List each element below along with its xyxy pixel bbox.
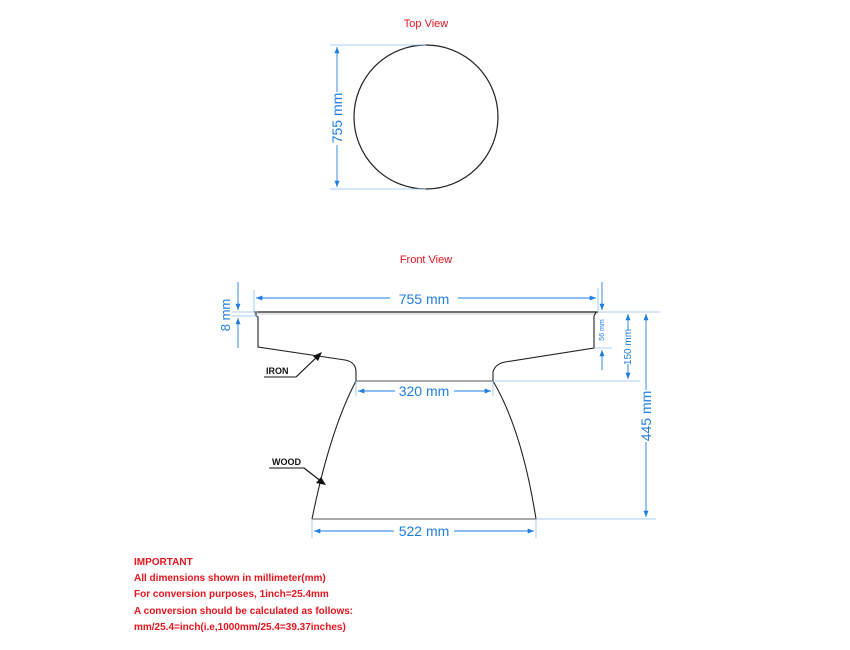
iron-label: IRON bbox=[266, 366, 289, 376]
iron-arrow-icon bbox=[296, 356, 318, 377]
top-width-label: 755 mm bbox=[398, 291, 450, 307]
notes-line: mm/25.4=inch(i.e,1000mm/25.4=39.37inches) bbox=[134, 621, 346, 633]
top-view-title: Top View bbox=[403, 18, 449, 30]
top-view bbox=[329, 18, 498, 189]
front-view bbox=[218, 254, 660, 539]
total-height-label: 445 mm bbox=[638, 390, 654, 442]
front-view-title: Front View bbox=[399, 254, 453, 266]
notes-line: For conversion purposes, 1inch=25.4mm bbox=[134, 589, 329, 601]
tabletop-circle bbox=[354, 45, 498, 189]
table-outline bbox=[256, 312, 596, 519]
wood-label: WOOD bbox=[272, 457, 301, 467]
iron-height-label: 150 mm bbox=[623, 328, 634, 366]
top-thickness-label: 8 mm bbox=[218, 298, 233, 332]
important-notes bbox=[134, 555, 353, 636]
base-width-label: 522 mm bbox=[398, 523, 450, 539]
notes-heading: IMPORTANT bbox=[134, 557, 193, 568]
neck-width-label: 320 mm bbox=[398, 383, 450, 399]
rim-height-label: 56 mm bbox=[599, 319, 606, 341]
notes-line: All dimensions shown in millimeter(mm) bbox=[134, 573, 326, 585]
top-view-diameter-label: 755 mm bbox=[329, 92, 345, 144]
notes-line: A conversion should be calculated as follows: bbox=[134, 605, 354, 617]
